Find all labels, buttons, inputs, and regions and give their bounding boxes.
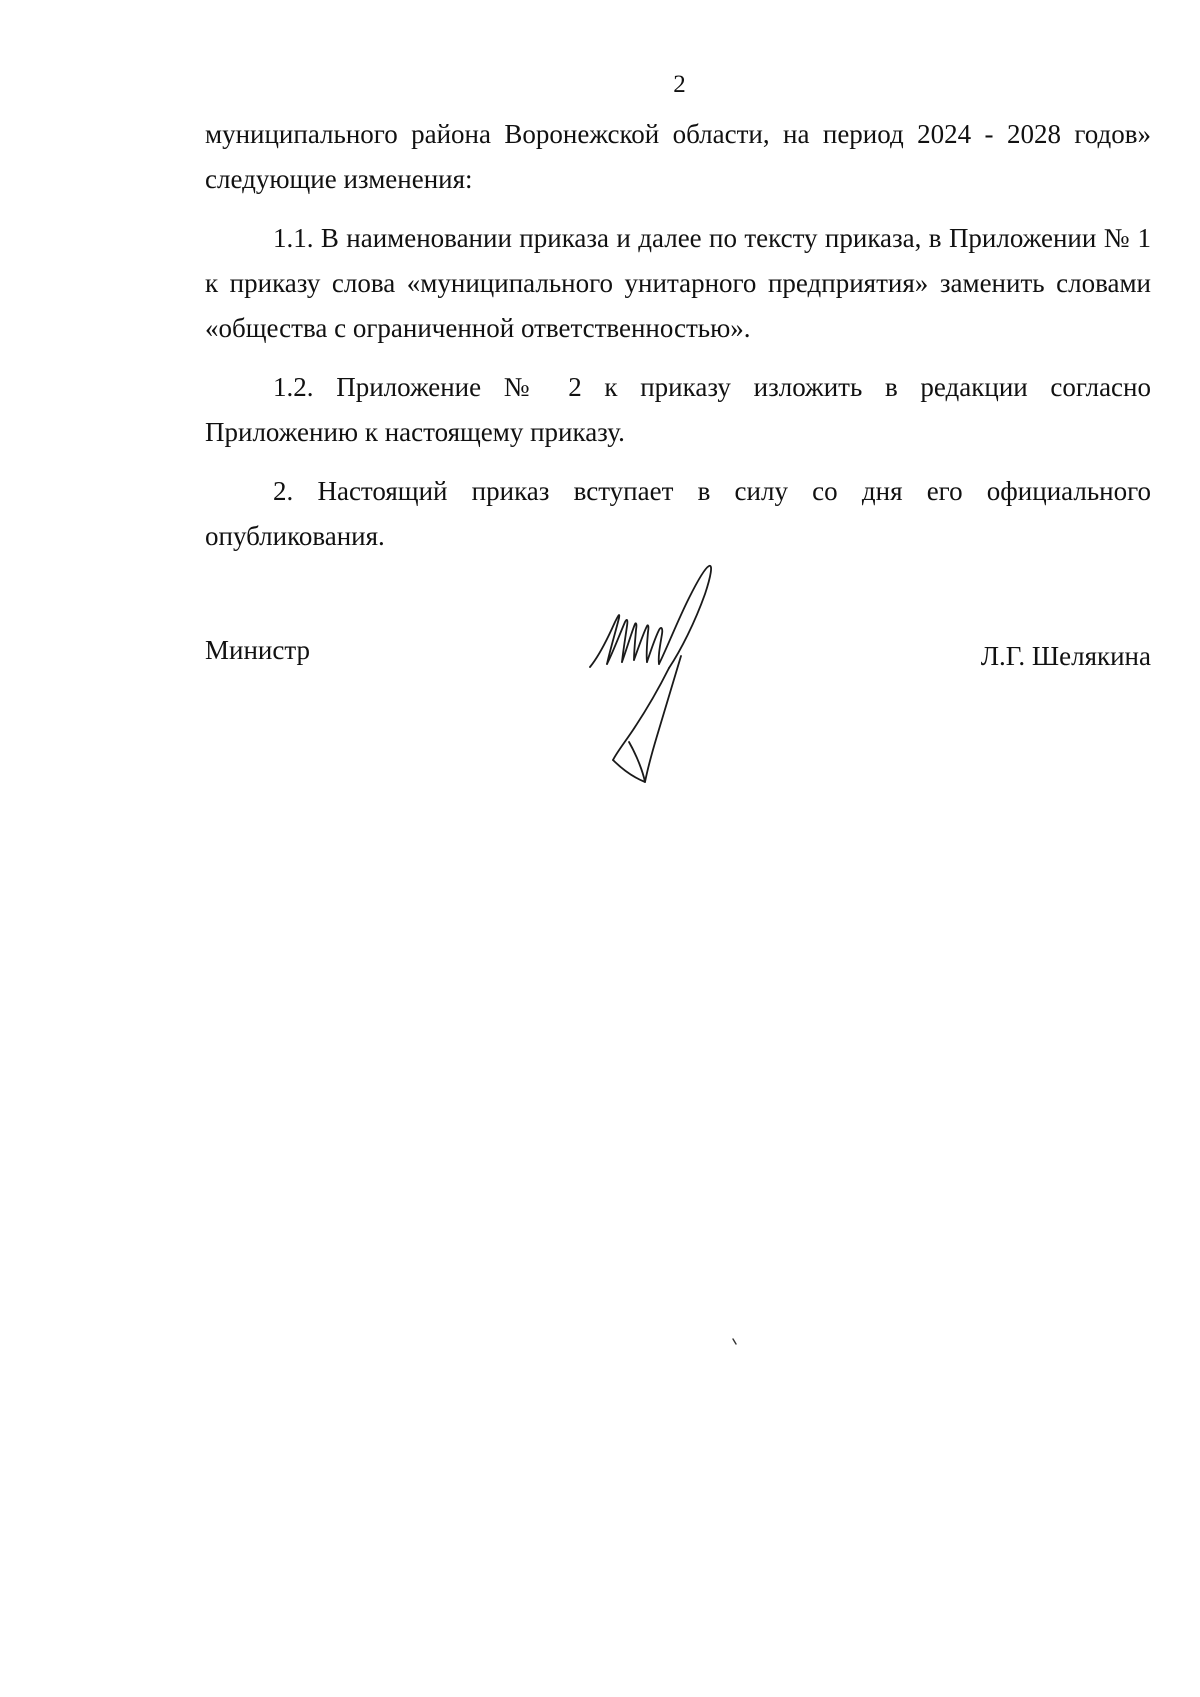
paragraph-item-1-2: 1.2. Приложение № 2 к приказу изложить в редакции согласно Приложению к настоящему приказу. [205, 372, 1151, 447]
signer-name: Л.Г. Шелякина [980, 641, 1151, 671]
handwritten-signature [585, 560, 735, 785]
paragraph-item-1-1: 1.1. В наименовании приказа и далее по тексту приказа, в Приложении № 1 к приказу слова «муниципального унитарного предприятия» заменить словами «общества с ограниченной ответственностью». [205, 223, 1151, 343]
signer-title: Министр [205, 635, 310, 665]
page-number: 2 [673, 71, 686, 98]
paragraph-continuation: муниципального района Воронежской области, на период 2024 - 2028 годов» следующие изменения: [205, 119, 1151, 194]
stray-mark [732, 1338, 738, 1346]
paragraph-item-2: 2. Настоящий приказ вступает в силу со дня его официального опубликования. [205, 476, 1151, 551]
document-body [205, 112, 1151, 573]
